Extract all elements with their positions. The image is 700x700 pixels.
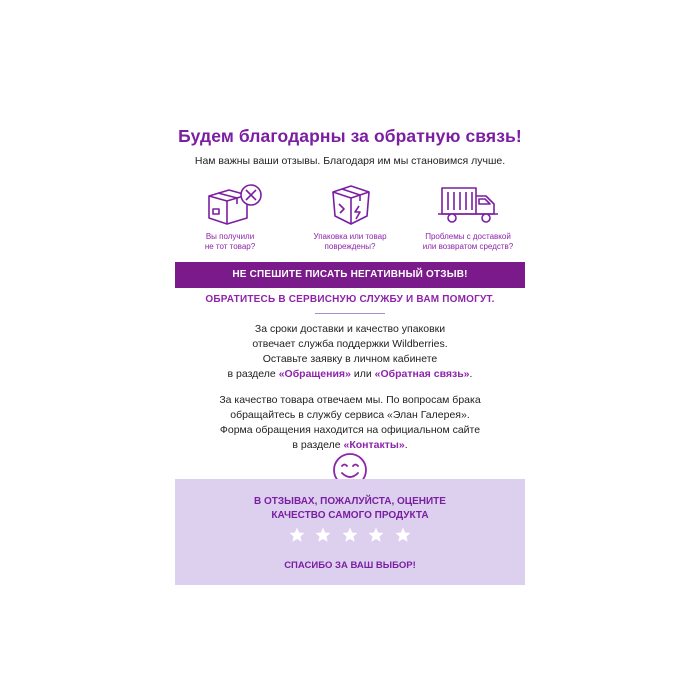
para1-mid: или [350,368,375,380]
rating-line1: В ОТЗЫВАХ, ПОЖАЛУЙСТА, ОЦЕНИТЕ [254,496,446,507]
star-icon[interactable] [288,526,306,544]
link-appeals[interactable]: «Обращения» [278,368,351,380]
star-icon[interactable] [314,526,332,544]
para2-line1: За качество товара отвечаем мы. По вопросам брака [219,394,481,406]
delivery-truck-icon [428,182,508,228]
star-rating [288,526,412,544]
rating-panel [175,479,525,585]
problem-icons [175,182,525,262]
para2-prefix: в разделе [292,439,344,451]
icon-caption-2-line2: повреждены? [324,242,376,251]
icon-item-wrong-item [175,182,285,252]
para2-end: . [404,439,408,451]
star-icon[interactable] [367,526,385,544]
icon-caption-1-line2: не тот товар? [204,242,256,251]
para2-line4 [175,438,525,453]
para2-line2: обращайтесь в службу сервиса «Элан Галерея». [230,409,470,421]
thanks-text: СПАСИБО ЗА ВАШ ВЫБОР! [284,560,416,571]
warning-banner: НЕ СПЕШИТЕ ПИСАТЬ НЕГАТИВНЫЙ ОТЗЫВ! [175,262,525,288]
icon-caption-1-line1: Вы получили [205,232,255,241]
icon-item-damaged [295,182,405,252]
subtitle: Нам важны ваши отзывы. Благодаря им мы становимся лучше. [194,155,506,167]
wrong-box-icon [195,182,265,228]
para1-line3: Оставьте заявку в личном кабинете [262,353,438,365]
star-icon[interactable] [341,526,359,544]
rating-line2: КАЧЕСТВО САМОГО ПРОДУКТА [271,510,429,521]
star-icon[interactable] [394,526,412,544]
para1-line1: За сроки доставки и качество упаковки [254,323,446,335]
rating-request [175,495,525,523]
para2-line3: Форма обращения находится на официальном сайте [219,424,481,436]
delivery-paragraph [175,322,525,382]
service-subhead: ОБРАТИТЕСЬ В СЕРВИСНУЮ СЛУЖБУ И ВАМ ПОМОГУТ. [205,294,495,305]
para1-end: . [469,368,473,380]
link-feedback[interactable]: «Обратная связь» [374,368,470,380]
link-contacts[interactable]: «Контакты» [343,439,405,451]
para1-line2: отвечает служба поддержки Wildberries. [252,338,448,350]
page-title: Будем благодарны за обратную связь! [178,126,522,146]
damaged-box-icon [315,182,385,228]
divider-top [315,313,385,314]
feedback-card [175,110,525,585]
para1-line4 [175,367,525,382]
quality-paragraph [175,393,525,453]
icon-caption-3-line1: Проблемы с доставкой [425,232,511,241]
para1-prefix: в разделе [227,368,279,380]
icon-item-delivery [413,182,523,252]
icon-caption-3-line2: или возвратом средств? [422,242,514,251]
icon-caption-2-line1: Упаковка или товар [313,232,387,241]
